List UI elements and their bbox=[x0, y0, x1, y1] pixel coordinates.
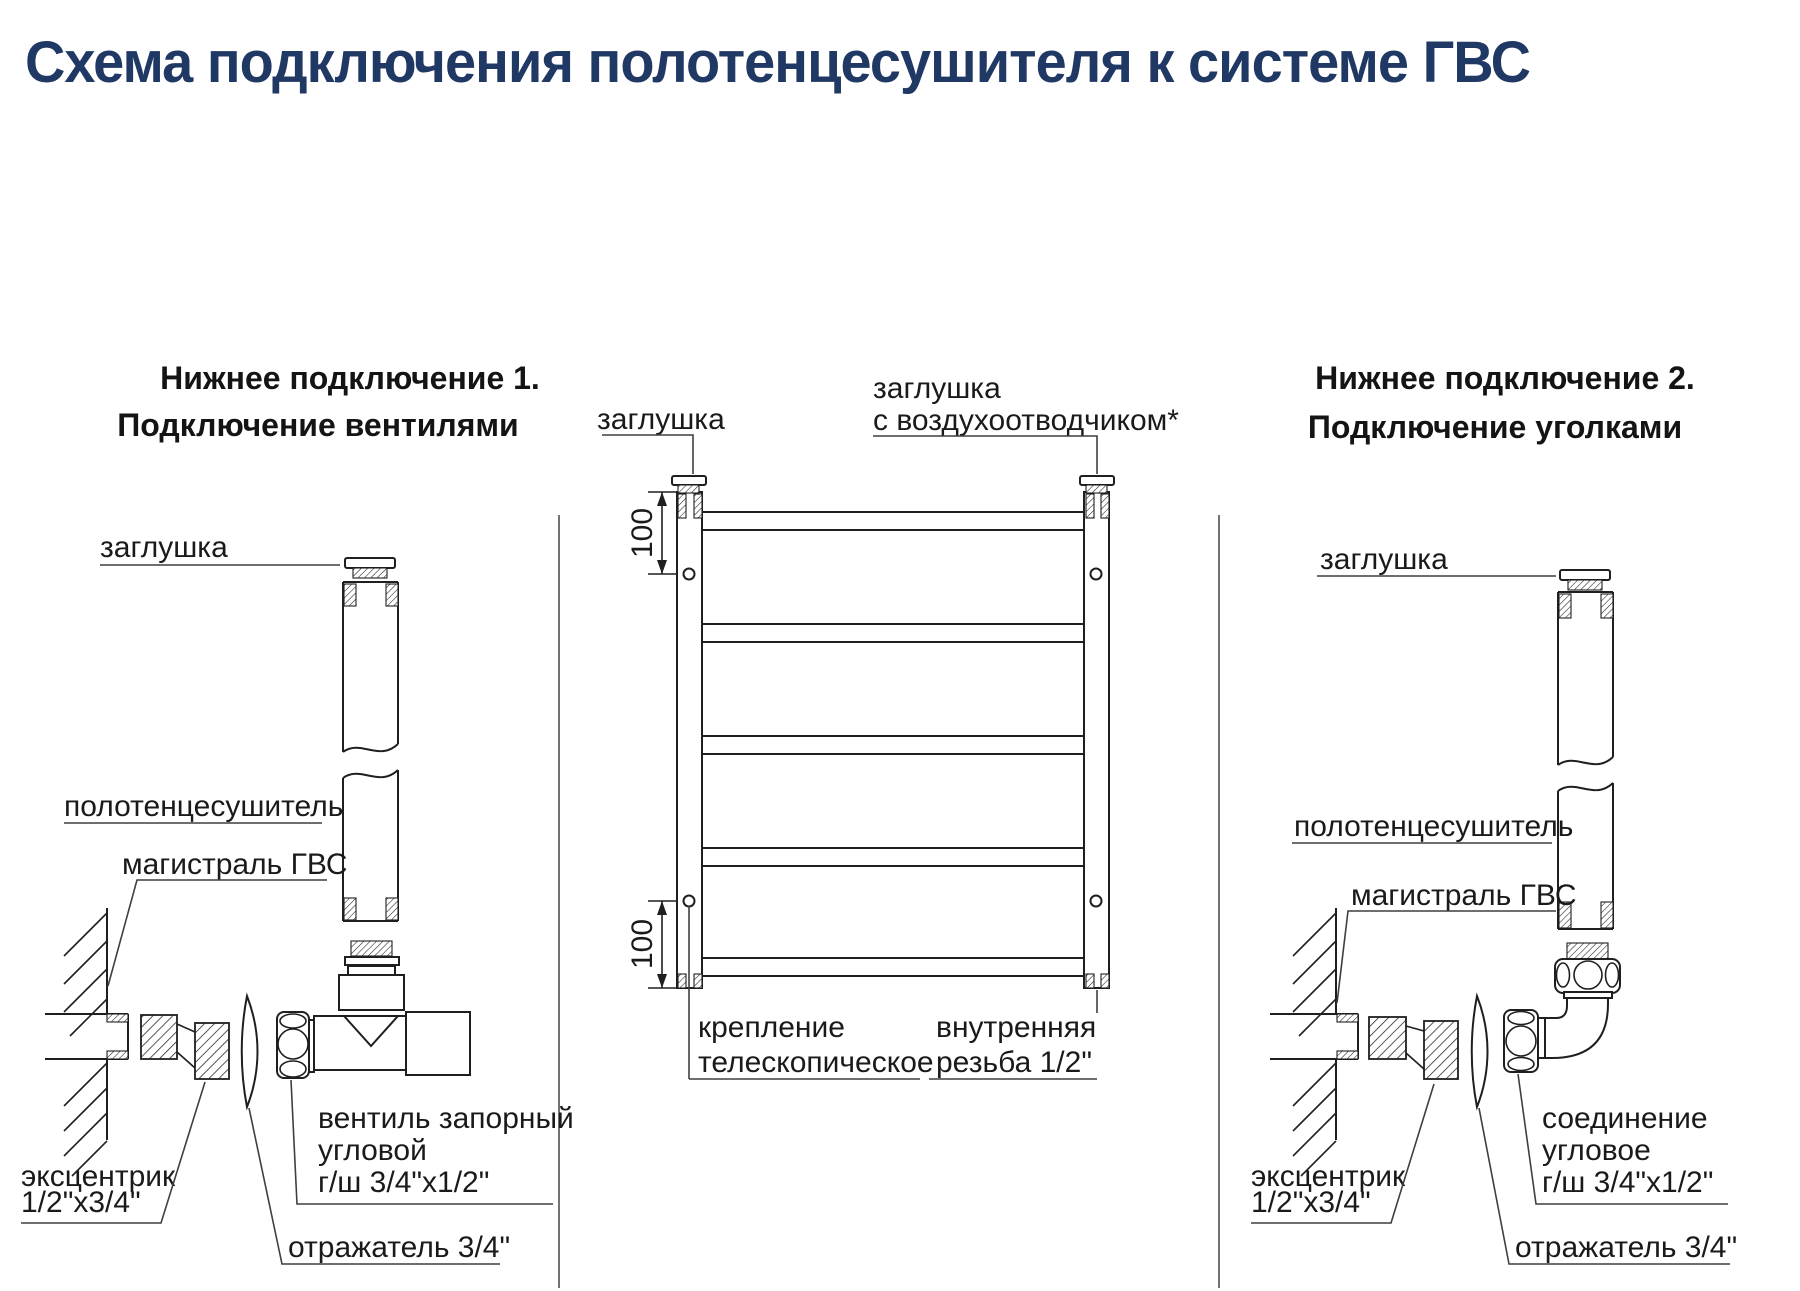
reflector bbox=[1472, 996, 1488, 1107]
reflector-label: отражатель 3/4" bbox=[288, 1231, 511, 1264]
rail-rungs bbox=[702, 512, 1084, 976]
elbow-label-line1: соединение bbox=[1542, 1102, 1708, 1135]
page-title: Схема подключения полотенцесушителя к системе ГВС bbox=[25, 30, 1531, 95]
right-label-hw-main bbox=[1337, 879, 1577, 1003]
center-label-air-vent-cap bbox=[873, 372, 1179, 474]
eccentric-label-line2: 1/2"х3/4" bbox=[21, 1186, 141, 1219]
mounting-hole bbox=[684, 896, 695, 907]
dimension-top bbox=[626, 492, 678, 574]
elbow-body bbox=[1545, 998, 1608, 1058]
reflector-label: отражатель 3/4" bbox=[1515, 1231, 1738, 1264]
air-vent-cap-label-line1: заглушка bbox=[873, 372, 1001, 405]
union-nut bbox=[277, 1012, 309, 1078]
left-assembly bbox=[21, 531, 574, 1264]
eccentric-label-line2: 1/2"х3/4" bbox=[1251, 1186, 1371, 1219]
wall-hatching bbox=[64, 913, 107, 1176]
reflector bbox=[242, 996, 258, 1107]
right-heading-line2: Подключение уголками bbox=[1307, 409, 1683, 445]
left-section-header bbox=[117, 360, 540, 443]
supply-pipe bbox=[45, 1014, 128, 1059]
hw-main-label: магистраль ГВС bbox=[1351, 879, 1577, 912]
right-section-header bbox=[1308, 360, 1695, 445]
cap-label: заглушка bbox=[1320, 543, 1448, 576]
end-cap bbox=[345, 558, 395, 578]
eccentric-label-line1: эксцентрик bbox=[1251, 1160, 1406, 1193]
angle-valve bbox=[277, 941, 470, 1078]
dimension-top-value: 100 bbox=[626, 507, 659, 559]
cap-label: заглушка bbox=[597, 403, 725, 436]
rail-cap-right bbox=[1080, 476, 1114, 493]
left-heading-line1: Нижнее подключение 1. bbox=[160, 360, 540, 396]
elbow-connector bbox=[1504, 943, 1620, 1072]
wall-hatching bbox=[1293, 913, 1336, 1176]
hw-main-label: магистраль ГВС bbox=[122, 848, 348, 881]
right-assembly bbox=[1251, 543, 1737, 1264]
wall bbox=[64, 908, 107, 1176]
valve-label-line3: г/ш 3/4"х1/2" bbox=[318, 1166, 490, 1199]
left-label-cap bbox=[100, 531, 340, 565]
valve-outlet bbox=[406, 1012, 470, 1075]
eccentric-fitting bbox=[1369, 1017, 1458, 1079]
right-label-towel-rail bbox=[1292, 810, 1573, 843]
post-threads bbox=[678, 494, 1109, 988]
eccentric-fitting bbox=[141, 1015, 229, 1079]
wall bbox=[1293, 908, 1336, 1176]
elbow-stud bbox=[1567, 943, 1608, 959]
left-heading-line2: Подключение вентилями bbox=[117, 407, 519, 443]
cap-label: заглушка bbox=[100, 531, 228, 564]
left-label-towel-rail bbox=[64, 790, 343, 823]
valve-label-line2: угловой bbox=[318, 1134, 427, 1167]
left-label-eccentric bbox=[21, 1082, 205, 1223]
mounting-hole bbox=[684, 569, 695, 580]
valve-body bbox=[314, 1016, 406, 1070]
mount-label-line1: крепление bbox=[698, 1011, 845, 1044]
ladder-rail bbox=[672, 476, 1114, 988]
mount-label-line2: телескопическое bbox=[698, 1046, 934, 1079]
dimension-bottom-value: 100 bbox=[626, 918, 659, 970]
mounting-hole bbox=[1091, 569, 1102, 580]
elbow-label-line2: угловое bbox=[1542, 1134, 1651, 1167]
dimension-bottom bbox=[626, 901, 678, 988]
right-label-elbow bbox=[1518, 1074, 1728, 1204]
valve-label-line1: вентиль запорный bbox=[318, 1102, 574, 1135]
valve-bonnet bbox=[339, 975, 404, 1010]
right-heading-line1: Нижнее подключение 2. bbox=[1315, 360, 1695, 396]
end-cap bbox=[1560, 570, 1610, 590]
rail-cap-left bbox=[672, 476, 706, 493]
elbow-label-line3: г/ш 3/4"х1/2" bbox=[1542, 1166, 1714, 1199]
right-label-cap bbox=[1317, 543, 1556, 576]
center-label-inner-thread bbox=[929, 990, 1097, 1079]
left-label-hw-main bbox=[108, 848, 348, 986]
sphere-nut bbox=[1555, 959, 1620, 998]
towel-rail-label: полотенцесушитель bbox=[1294, 810, 1574, 843]
union-nut bbox=[1504, 1010, 1538, 1072]
inner-thread-label-line1: внутренняя bbox=[936, 1011, 1097, 1044]
left-label-valve bbox=[291, 1080, 574, 1204]
valve-stud bbox=[351, 941, 392, 956]
rail-post-right bbox=[1084, 492, 1109, 988]
eccentric-label-line1: эксцентрик bbox=[21, 1160, 176, 1193]
mounting-hole bbox=[1091, 896, 1102, 907]
inner-thread-label-line2: резьба 1/2" bbox=[936, 1046, 1092, 1079]
center-label-cap bbox=[597, 403, 725, 474]
towel-rail-label: полотенцесушитель bbox=[64, 790, 344, 823]
air-vent-cap-label-line2: с воздухоотводчиком* bbox=[873, 404, 1179, 437]
right-label-eccentric bbox=[1251, 1084, 1434, 1223]
towel-rail-pipe bbox=[343, 582, 398, 921]
center-label-mount bbox=[689, 906, 934, 1079]
